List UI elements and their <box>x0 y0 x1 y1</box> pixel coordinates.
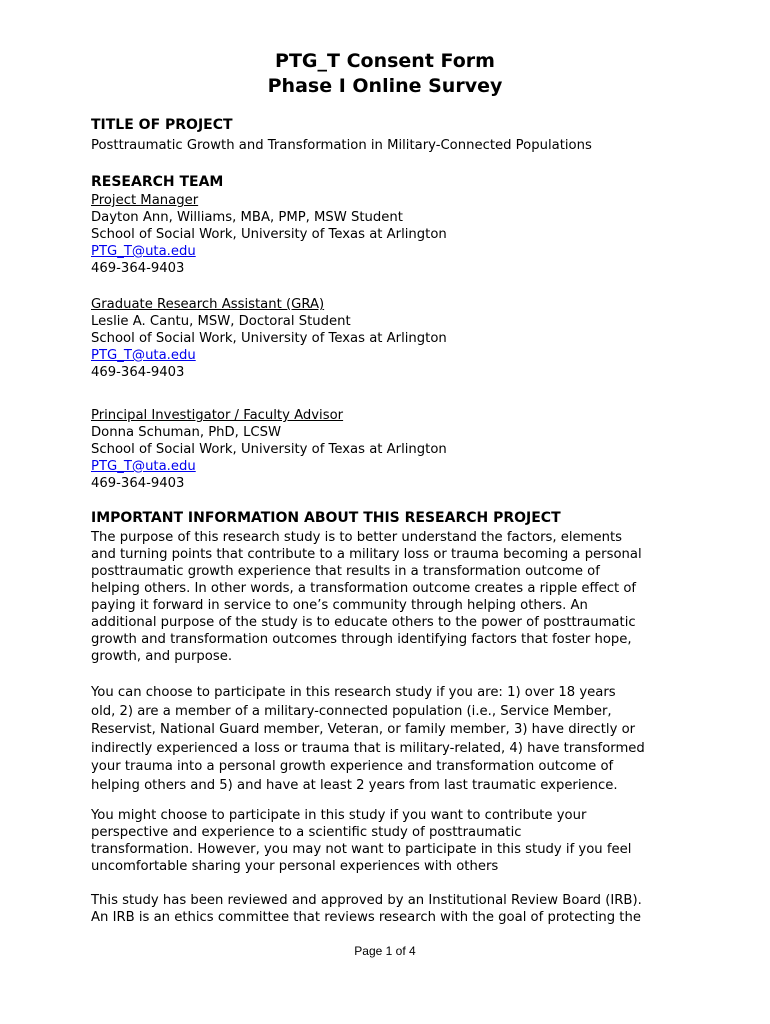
section-heading-important-information: IMPORTANT INFORMATION ABOUT THIS RESEARCH PROJECT <box>91 510 561 526</box>
member-name: Leslie A. Cantu, MSW, Doctoral Student <box>91 314 351 329</box>
member-affiliation: School of Social Work, University of Texas at Arlington <box>91 331 447 346</box>
paragraph-line: additional purpose of the study is to educate others to the power of posttraumatic <box>91 615 636 630</box>
paragraph-line: growth and transformation outcomes through identifying factors that foster hope, <box>91 632 632 647</box>
member-phone: 469-364-9403 <box>91 476 185 491</box>
paragraph-purpose <box>91 529 681 665</box>
member-role: Graduate Research Assistant (GRA) <box>91 297 325 312</box>
paragraph-line: posttraumatic growth experience that results in a transformation outcome of <box>91 564 600 579</box>
member-phone: 469-364-9403 <box>91 365 185 380</box>
member-role: Principal Investigator / Faculty Advisor <box>91 408 344 423</box>
member-name: Dayton Ann, Williams, MBA, PMP, MSW Student <box>91 210 403 225</box>
paragraph-line: Reservist, National Guard member, Veteran, or family member, 3) have directly or <box>91 722 636 737</box>
paragraph-line: growth, and purpose. <box>91 649 233 664</box>
document-subtitle: Phase I Online Survey <box>267 75 503 97</box>
member-affiliation: School of Social Work, University of Texas at Arlington <box>91 227 447 242</box>
paragraph-line: An IRB is an ethics committee that reviews research with the goal of protecting the <box>91 910 641 925</box>
member-affiliation: School of Social Work, University of Texas at Arlington <box>91 442 447 457</box>
paragraph-line: old, 2) are a member of a military-connected population (i.e., Service Member, <box>91 703 612 719</box>
paragraph-line: your trauma into a personal growth experience and transformation outcome of <box>91 759 614 774</box>
member-role: Project Manager <box>91 193 199 208</box>
paragraph-line: The purpose of this research study is to better understand the factors, elements <box>91 530 623 545</box>
member-email-link[interactable]: PTG_T@uta.edu <box>91 348 196 363</box>
paragraph-line: helping others. In other words, a transformation outcome creates a ripple effect of <box>91 581 637 596</box>
project-title: Posttraumatic Growth and Transformation in Military-Connected Populations <box>91 138 592 153</box>
paragraph-irb <box>91 892 681 926</box>
paragraph-line: and turning points that contribute to a military loss or trauma becoming a personal <box>91 547 642 562</box>
paragraph-choice <box>91 807 681 875</box>
paragraph-line: You can choose to participate in this research study if you are: 1) over 18 years <box>91 685 616 700</box>
member-email-link[interactable]: PTG_T@uta.edu <box>91 459 196 474</box>
paragraph-line: helping others and 5) and have at least 2 years from last traumatic experience. <box>91 777 618 793</box>
paragraph-eligibility <box>91 684 681 795</box>
member-name: Donna Schuman, PhD, LCSW <box>91 425 282 440</box>
paragraph-line: paying it forward in service to one’s community through helping others. An <box>91 598 588 613</box>
paragraph-line: perspective and experience to a scientific study of posttraumatic <box>91 825 522 840</box>
section-heading-title-of-project: TITLE OF PROJECT <box>91 117 233 133</box>
paragraph-line: transformation. However, you may not want to participate in this study if you feel <box>91 842 632 857</box>
member-phone: 469-364-9403 <box>91 261 185 276</box>
page-number: Page 1 of 4 <box>354 944 416 958</box>
document-title: PTG_T Consent Form <box>275 50 495 72</box>
paragraph-line: uncomfortable sharing your personal experiences with others <box>91 859 499 874</box>
member-email-link[interactable]: PTG_T@uta.edu <box>91 244 196 259</box>
paragraph-line: This study has been reviewed and approved by an Institutional Review Board (IRB). <box>91 893 642 908</box>
paragraph-line: indirectly experienced a loss or trauma that is military-related, 4) have transformed <box>91 740 645 756</box>
section-heading-research-team: RESEARCH TEAM <box>91 174 224 190</box>
paragraph-line: You might choose to participate in this study if you want to contribute your <box>91 808 587 823</box>
